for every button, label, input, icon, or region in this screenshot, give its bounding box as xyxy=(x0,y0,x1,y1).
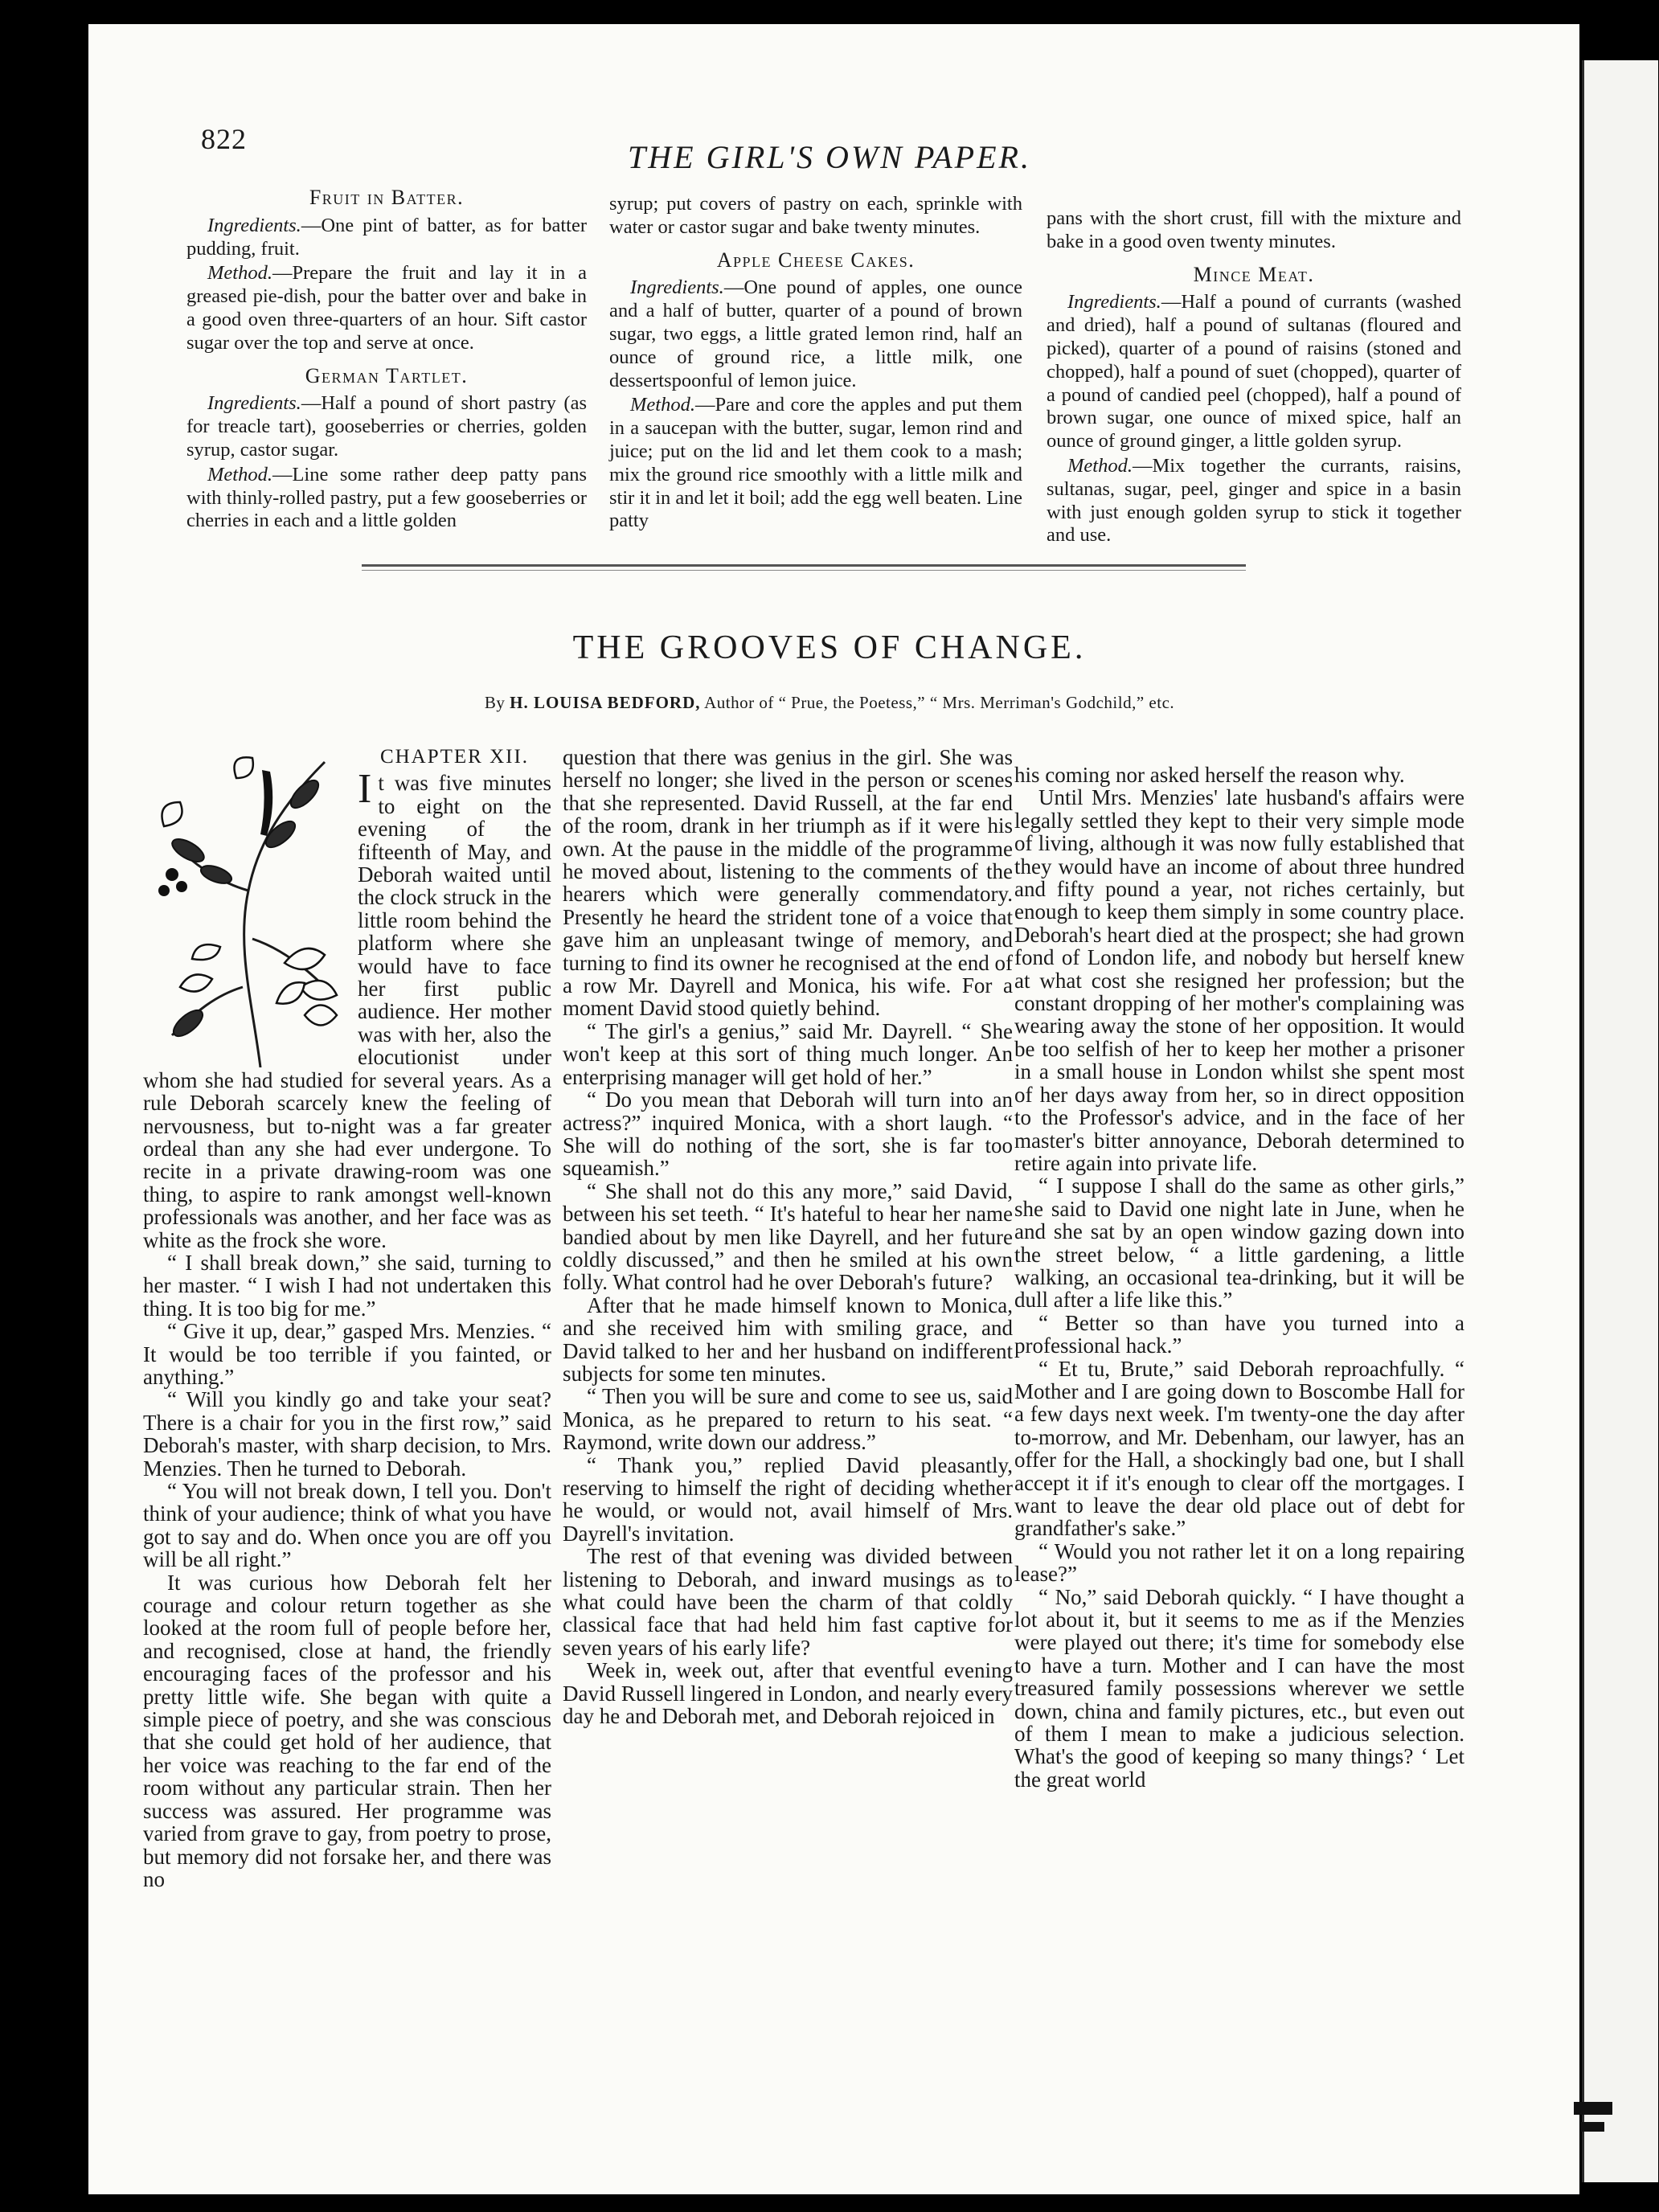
story-column-3 xyxy=(1014,764,1464,1791)
recipe-title: Apple Cheese Cakes. xyxy=(716,248,916,272)
recipe-ingredients: Ingredients.—Half a pound of currants (washed and dried), half a pound of sultanas (floured and picked), quarter of a pound of raisins (stoned and chopped), half a pound of suet (chopped), quarter of a pound of candied peel (chopped), half a pound of brown sugar, one ounce of mixed spice, half an ounce of ground ginger, a little golden syrup. xyxy=(1047,291,1461,453)
recipe-title: Fruit in Batter. xyxy=(309,186,465,209)
botanical-illustration xyxy=(140,746,353,1067)
recipe-method: Method.—Mix together the currants, raisins, sultanas, sugar, peel, ginger and spice in a basin with just enough golden syrup to stick it together and use. xyxy=(1047,454,1461,547)
recipe-method: Method.—Pare and core the apples and put them in a saucepan with the butter, sugar, lemon rind and juice; put on the lid and let them cook to a mash; mix the ground rice smoothly with a little milk and stir it in and let it boil; add the egg well beaten. Line patty xyxy=(609,394,1022,532)
drop-cap: I xyxy=(358,766,372,813)
recipe-title: German Tartlet. xyxy=(305,363,469,387)
chapter-heading: CHAPTER XII. xyxy=(379,746,530,768)
story-column-1 xyxy=(143,746,551,1890)
paragraph: his coming nor asked herself the reason why. xyxy=(1014,763,1405,787)
page-number: 822 xyxy=(201,123,247,155)
recipe-ingredients: Ingredients.—One pint of batter, as for batter pudding, fruit. xyxy=(186,214,587,260)
recipe-ingredients: Ingredients.—One pound of apples, one ounce and a half of butter, quarter of a pound of brown sugar, two eggs, a little grated lemon rind, half an ounce of ground rice, a little milk, one dessertspoonful of lemon juice. xyxy=(609,276,1022,391)
section-divider xyxy=(362,564,1246,574)
paragraph: “ I shall break down,” she said, turning to her master. “ I wish I had not undertaken this thing. It is too big for me.” xyxy=(143,1250,551,1321)
recipe-continuation: pans with the short crust, fill with the mixture and bake in a good oven twenty minutes. xyxy=(1047,207,1461,252)
running-head: THE GIRL'S OWN PAPER. xyxy=(628,139,1031,175)
recipe-ingredients: Ingredients.—Half a pound of short pastry (as for treacle tart), gooseberries or cherries, golden syrup, castor sugar. xyxy=(186,392,587,461)
recipe-method: Method.—Prepare the fruit and lay it in a greased pie-dish, pour the batter over and bake in a good oven three-quarters of an hour. Sift castor sugar over the top and serve at once. xyxy=(186,262,587,354)
recipe-column-2 xyxy=(609,193,1022,535)
paragraph: Week in, week out, after that eventful evening David Russell lingered in London, and nearly every day he and Deborah met, and Deborah rejoiced in xyxy=(563,1658,1013,1729)
recipe-column-1 xyxy=(186,182,587,535)
paragraph: “ I suppose I shall do the same as other girls,” she said to David one night late in June, when he and she sat by an open window gazing down into the street below, “ a little gardening, a little walking, an occasional tea-drinking, but it will be dull after a life like this.” xyxy=(1014,1174,1464,1313)
paragraph: “ Et tu, Brute,” said Deborah reproachfully. “ Mother and I are going down to Boscombe Hall for a few days next week. I'm twenty-one the day after to-morrow, and Mr. Debenham, our lawyer, has an offer for the Hall, a shockingly bad one, but I shall accept it if it's enough to clear off the mortgages. I want to leave the dear old place out of debt for grandfather's sake.” xyxy=(1014,1356,1464,1541)
recipe-column-3 xyxy=(1047,207,1461,549)
adjacent-page-edge xyxy=(1582,60,1658,2182)
recipe-method: Method.—Line some rather deep patty pans with thinly-rolled pastry, put a few gooseberries or cherries in each and a little golden xyxy=(186,463,587,532)
paragraph: “ Do you mean that Deborah will turn into an actress?” inquired Monica, with a short laugh. “ She will do nothing of the sort, she is far too squeamish.” xyxy=(563,1088,1013,1181)
paragraph: Until Mrs. Menzies' late husband's affairs were legally settled they kept to their very simple mode of living, although it was now fully established that they would have an income of about three hundred and fifty pound a year, not riches certainly, but enough to keep them simply in some country place. Deborah's heart died at the prospect; she had grown fond of London life, and nobody but herself knew at what cost she resigned her profession; but the constant dropping of her mother's complaining was wearing away the stone of her opposition. It would be too selfish of her to keep her mother a prisoner in a small house in London whilst she spent most of her days away from her, so in direct opposition to the Professor's advice, and in the face of her master's bitter annoyance, Deborah determined to retire again into private life. xyxy=(1014,785,1464,1175)
binding-mark xyxy=(1580,2122,1604,2132)
paragraph: “ Then you will be sure and come to see us, said Monica, as he prepared to return to his seat. “ Raymond, write down our address.” xyxy=(563,1384,1013,1455)
paragraph: “ Better so than have you turned into a professional hack.” xyxy=(1014,1310,1464,1358)
paragraph: It was curious how Deborah felt her courage and colour return together as she looked at the room full of people before her, and recognised, close at hand, the friendly encouraging faces of the professor and his pretty little wife. She began with quite a simple piece of poetry, and she was conscious that she could get hold of her audience, that her voice was reaching to the far end of the room without any particular strain. Then her success was assured. Her programme was varied from grave to gay, from poetry to prose, but memory did not forsake her, and there was no xyxy=(143,1570,551,1891)
paragraph: “ The girl's a genius,” said Mr. Dayrell. “ She won't keep at this sort of thing much longer. An enterprising manager will get hold of her.” xyxy=(563,1018,1013,1089)
story-title: THE GROOVES OF CHANGE. xyxy=(572,629,1087,666)
paragraph: “ She shall not do this any more,” said David, between his set teeth. “ It's hateful to hear her name bandied about by men like Dayrell, and her future coldly discussed,” and then he smiled at his own folly. What control had he over Deborah's future? xyxy=(563,1178,1013,1295)
divider-rule xyxy=(362,564,1246,567)
byline: By H. LOUISA BEDFORD, Author of “ Prue, the Poetess,” “ Mrs. Merriman's Godchild,” etc. xyxy=(484,693,1175,712)
paragraph: It was five minutes to eight on the evening of the fifteenth of May, and Deborah waited until the clock struck in the little room behind the platform where she would have to face her first public audience. Her mother was with her, also the elocutionist under whom she had studied for several years. As a rule Deborah scarcely knew the feeling of nervousness, but to-night was a far greater ordeal than any she had ever undergone. To recite in a private drawing-room was one thing, to aspire to rank amongst well-known professionals was another, and her face was as white as the frock she wore. xyxy=(143,766,551,1252)
paragraph: “ You will not break down, I tell you. Don't think of your audience; think of what you have got to say and do. When once you are off you will be all right.” xyxy=(143,1479,551,1572)
recipe-title: Mince Meat. xyxy=(1193,262,1315,286)
recipe-continuation: syrup; put covers of pastry on each, sprinkle with water or castor sugar and bake twenty minutes. xyxy=(609,193,1022,238)
paragraph: question that there was genius in the girl. She was herself no longer; she lived in the person or scenes that she represented. David Russell, at the far end of the room, drank in her triumph as if it were his own. At the pause in the middle of the programme he moved about, listening to the comments of the hearers which were generally commendatory. Presently he heard the strident tone of a voice that gave him an unpleasant twinge of memory, and turning to find its owner he recognised at the end of a row Mr. Dayrell and Monica, his wife. For a moment David stood quietly behind. xyxy=(563,745,1013,1021)
paragraph: “ Will you kindly go and take your seat? There is a chair for you in the first row,” said Deborah's master, with sharp decision, to Mrs. Menzies. Then he turned to Deborah. xyxy=(143,1387,551,1481)
paragraph: “ Would you not rather let it on a long repairing lease?” xyxy=(1014,1538,1464,1587)
paragraph: “ Thank you,” replied David pleasantly, reserving to himself the right of deciding whether he would, or would not, avail himself of Mrs. Dayrell's invitation. xyxy=(563,1452,1013,1546)
paragraph: After that he made himself known to Monica, and she received him with smiling grace, and David talked to her and her husband on indifferent subjects for some ten minutes. xyxy=(563,1292,1013,1386)
paragraph: The rest of that evening was divided between listening to Deborah, and inward musings as to what could have been the charm of that coldly classical face that had held him fast captive for seven years of his early life? xyxy=(563,1544,1013,1660)
binding-mark xyxy=(1574,2102,1612,2115)
paragraph: “ Give it up, dear,” gasped Mrs. Menzies. “ It would be too terrible if you fainted, or anything.” xyxy=(143,1319,551,1389)
divider-rule xyxy=(362,570,1246,571)
paragraph: “ No,” said Deborah quickly. “ I have thought a lot about it, but it seems to me as if the Menzies were played out there; it's time for somebody else to have a turn. Mother and I can have the most treasured family possessions wherever we settle down, china and family pictures, etc., but even out of them I mean to make a judicious selection. What's the good of keeping so many things? ‘ Let the great world xyxy=(1014,1584,1464,1792)
author-name: H. LOUISA BEDFORD, xyxy=(510,693,701,712)
story-column-2 xyxy=(563,746,1013,1727)
